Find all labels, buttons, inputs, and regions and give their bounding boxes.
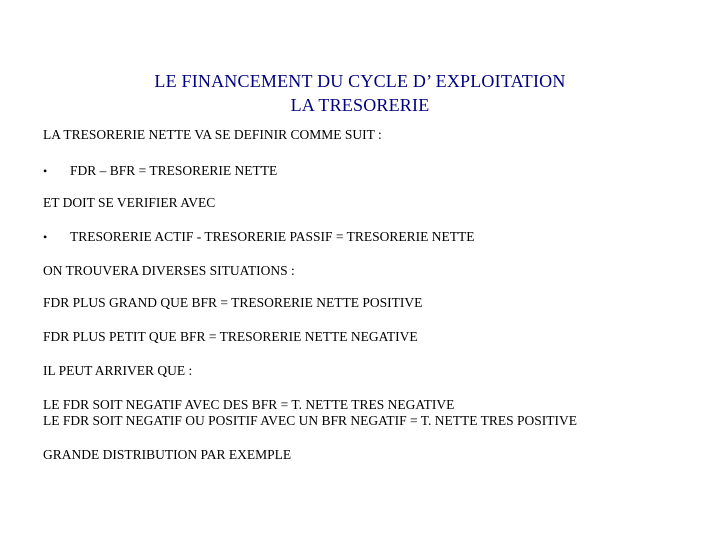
bullet-marker-2: • bbox=[43, 230, 48, 244]
bullet-marker-1: • bbox=[43, 164, 48, 178]
case-positive-text: FDR PLUS GRAND QUE BFR = TRESORERIE NETTE POSITIVE bbox=[43, 295, 423, 310]
slide-title: LE FINANCEMENT DU CYCLE D’ EXPLOITATION bbox=[154, 71, 566, 91]
slide-subtitle: LA TRESORERIE bbox=[290, 95, 430, 115]
situations-text: ON TROUVERA DIVERSES SITUATIONS : bbox=[43, 263, 295, 278]
example-text: GRANDE DISTRIBUTION PAR EXEMPLE bbox=[43, 447, 292, 462]
intro-text: LA TRESORERIE NETTE VA SE DEFINIR COMME SUIT : bbox=[43, 127, 382, 142]
case-very-negative-text: LE FDR SOIT NEGATIF AVEC DES BFR = T. NETTE TRES NEGATIVE bbox=[43, 397, 455, 412]
may-happen-text: IL PEUT ARRIVER QUE : bbox=[43, 363, 193, 378]
formula-treasury: TRESORERIE ACTIF - TRESORERIE PASSIF = TRESORERIE NETTE bbox=[70, 229, 475, 244]
verify-text: ET DOIT SE VERIFIER AVEC bbox=[43, 195, 216, 210]
case-very-positive-text: LE FDR SOIT NEGATIF OU POSITIF AVEC UN BFR NEGATIF = T. NETTE TRES POSITIVE bbox=[43, 413, 578, 428]
formula-fdr-bfr: FDR – BFR = TRESORERIE NETTE bbox=[70, 163, 278, 178]
case-negative-text: FDR PLUS PETIT QUE BFR = TRESORERIE NETTE NEGATIVE bbox=[43, 329, 418, 344]
